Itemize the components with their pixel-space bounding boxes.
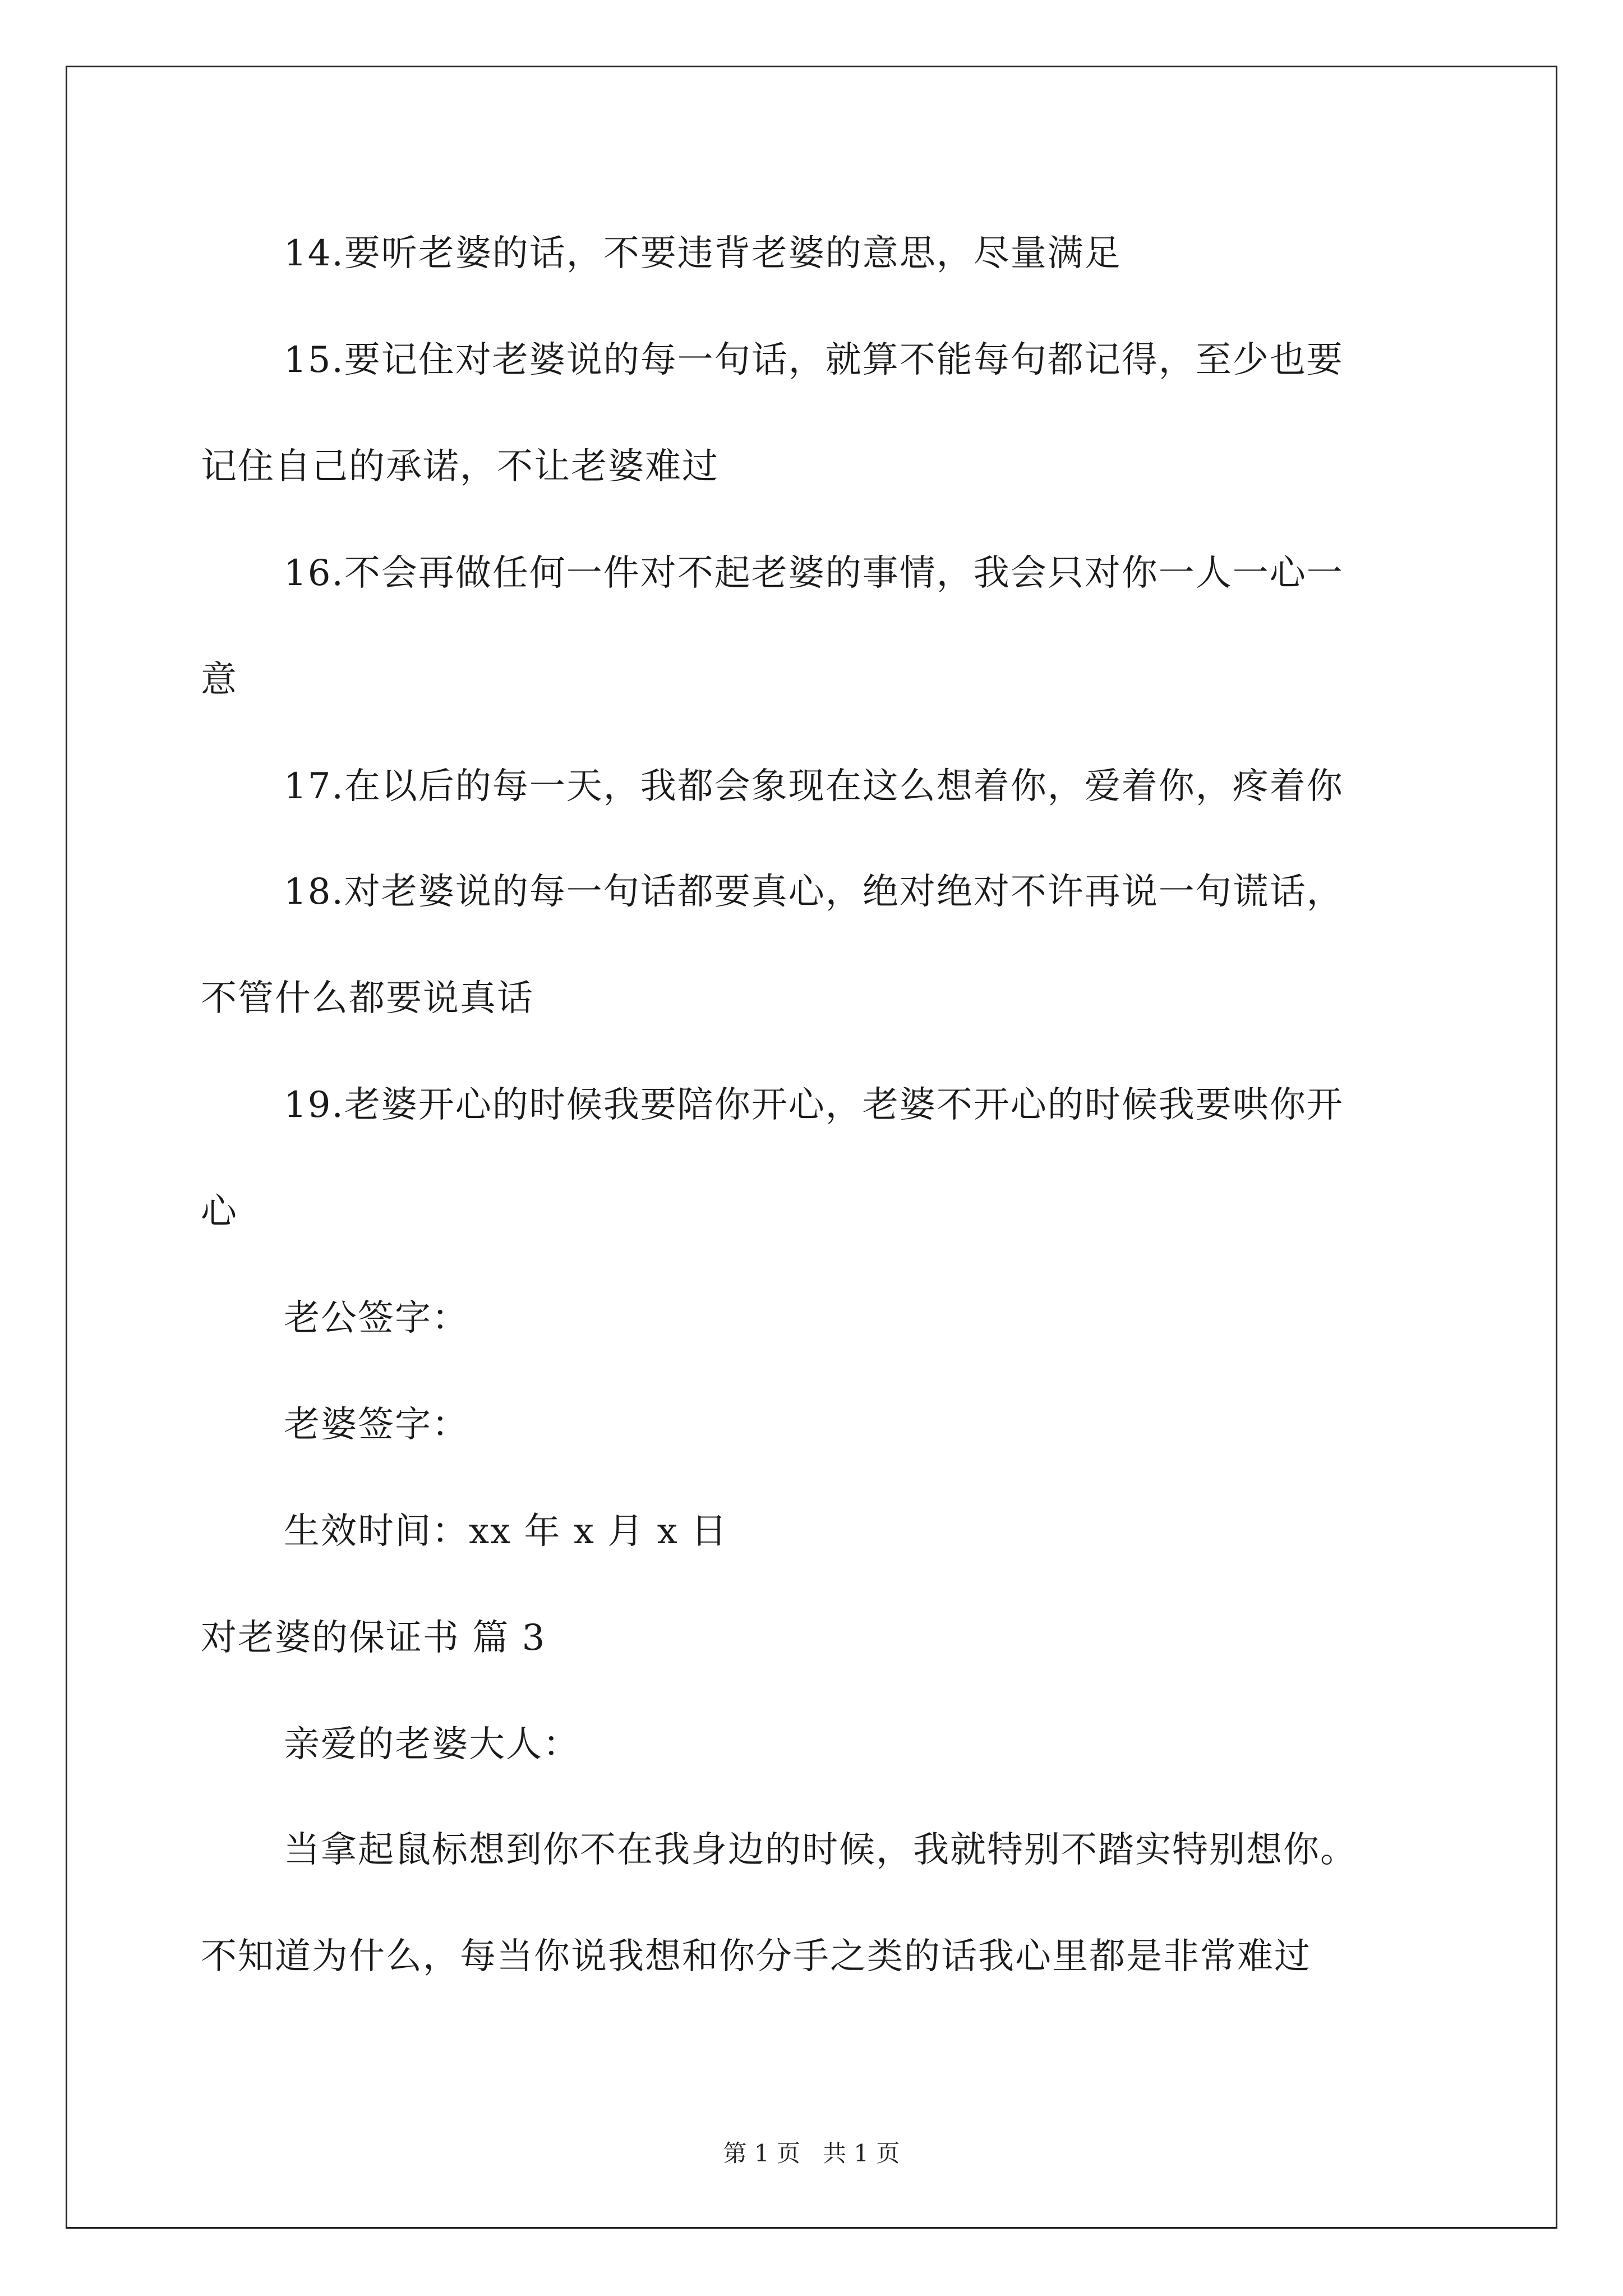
body-paragraph-line-2: 不知道为什么，每当你说我想和你分手之类的话我心里都是非常难过: [201, 1936, 1311, 1977]
item-18-line-2: 不管什么都要说真话: [201, 978, 534, 1019]
item-16-line-2: 意: [201, 659, 238, 701]
item-15-line-2: 记住自己的承诺，不让老婆难过: [201, 446, 719, 487]
husband-signature-label: 老公签字：: [284, 1297, 469, 1339]
page-border: [66, 66, 1557, 2229]
item-16-line-1: 16.不会再做任何一件对不起老婆的事情，我会只对你一人一心一: [284, 553, 1344, 594]
body-paragraph-line-1: 当拿起鼠标想到你不在我身边的时候，我就特别不踏实特别想你。: [284, 1829, 1357, 1871]
page-footer: [0, 2135, 1623, 2169]
item-18-line-1: 18.对老婆说的每一句话都要真心，绝对绝对不许再说一句谎话，: [284, 871, 1344, 913]
page-number: 第 1 页: [723, 2139, 800, 2167]
item-19-line-2: 心: [201, 1191, 238, 1232]
section-heading: 对老婆的保证书 篇 3: [201, 1617, 546, 1659]
wife-signature-label: 老婆签字：: [284, 1404, 469, 1446]
item-17: 17.在以后的每一天，我都会象现在这么想着你，爱着你，疼着你: [284, 766, 1344, 807]
item-15-line-1: 15.要记住对老婆说的每一句话，就算不能每句都记得，至少也要: [284, 339, 1344, 381]
item-19-line-1: 19.老婆开心的时候我要陪你开心，老婆不开心的时候我要哄你开: [284, 1084, 1344, 1126]
item-14: 14.要听老婆的话，不要违背老婆的意思，尽量满足: [284, 233, 1122, 274]
page-total: 共 1 页: [823, 2139, 900, 2167]
salutation: 亲爱的老婆大人：: [284, 1724, 580, 1765]
effective-date: 生效时间：xx 年 x 月 x 日: [284, 1511, 728, 1552]
